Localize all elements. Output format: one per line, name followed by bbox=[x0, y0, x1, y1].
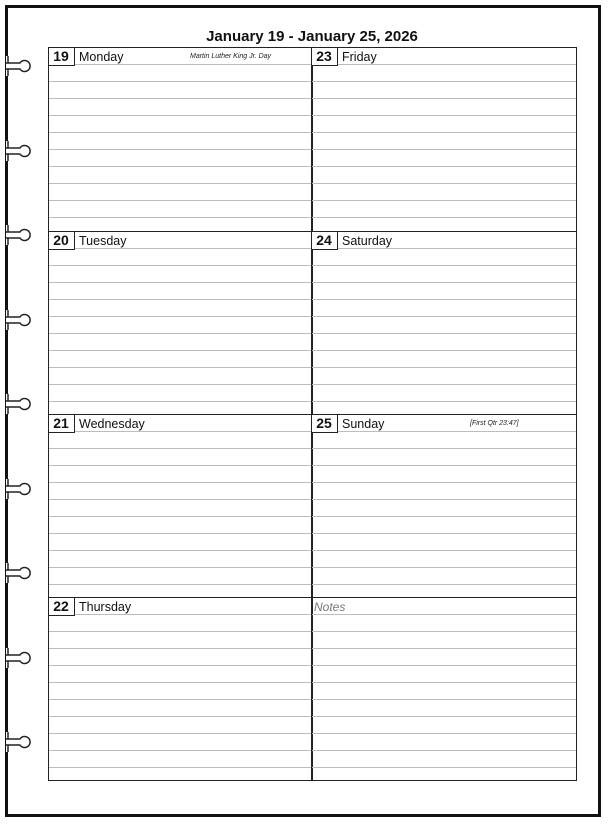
day-number: 19 bbox=[49, 48, 75, 66]
day-name: Friday bbox=[342, 49, 377, 64]
notes-label: Notes bbox=[314, 600, 346, 614]
day-number: 23 bbox=[312, 48, 338, 66]
day-name: Sunday bbox=[342, 416, 385, 431]
day-header bbox=[312, 48, 377, 66]
day-cell-saturday[interactable] bbox=[312, 231, 576, 414]
day-header bbox=[312, 232, 392, 250]
day-number: 22 bbox=[49, 598, 75, 616]
day-name: Wednesday bbox=[79, 416, 145, 431]
binder-ring-icon bbox=[0, 646, 36, 670]
holiday-note: Martin Luther King Jr. Day bbox=[190, 53, 272, 60]
day-header bbox=[49, 598, 131, 616]
binder-ring-icon bbox=[0, 477, 36, 501]
day-cell-thursday[interactable] bbox=[49, 597, 311, 780]
binder-ring-icon bbox=[0, 308, 36, 332]
day-cell-sunday[interactable] bbox=[312, 414, 576, 597]
day-cell-friday[interactable] bbox=[312, 48, 576, 231]
page-title: January 19 - January 25, 2026 bbox=[206, 28, 418, 45]
binder-ring-icon bbox=[0, 139, 36, 163]
day-number: 21 bbox=[49, 415, 75, 433]
day-name: Monday bbox=[79, 49, 124, 64]
day-name: Saturday bbox=[342, 233, 393, 248]
day-cell-tuesday[interactable] bbox=[49, 231, 311, 414]
binder-ring-icon bbox=[0, 730, 36, 754]
day-number: 24 bbox=[312, 232, 338, 250]
binder-ring-icon bbox=[0, 561, 36, 585]
day-cell-monday[interactable] bbox=[49, 48, 311, 231]
day-header bbox=[312, 415, 384, 433]
moon-phase-note: [First Qtr 23:47] bbox=[470, 420, 519, 427]
binder-ring-icon bbox=[0, 392, 36, 416]
day-header bbox=[49, 232, 126, 250]
notes-cell[interactable] bbox=[312, 597, 576, 780]
day-cell-wednesday[interactable] bbox=[49, 414, 311, 597]
binder-ring-icon bbox=[0, 223, 36, 247]
day-number: 20 bbox=[49, 232, 75, 250]
day-name: Thursday bbox=[79, 599, 132, 614]
day-header bbox=[49, 48, 123, 66]
day-name: Tuesday bbox=[79, 233, 127, 248]
day-number: 25 bbox=[312, 415, 338, 433]
day-header bbox=[49, 415, 145, 433]
binder-ring-icon bbox=[0, 54, 36, 78]
